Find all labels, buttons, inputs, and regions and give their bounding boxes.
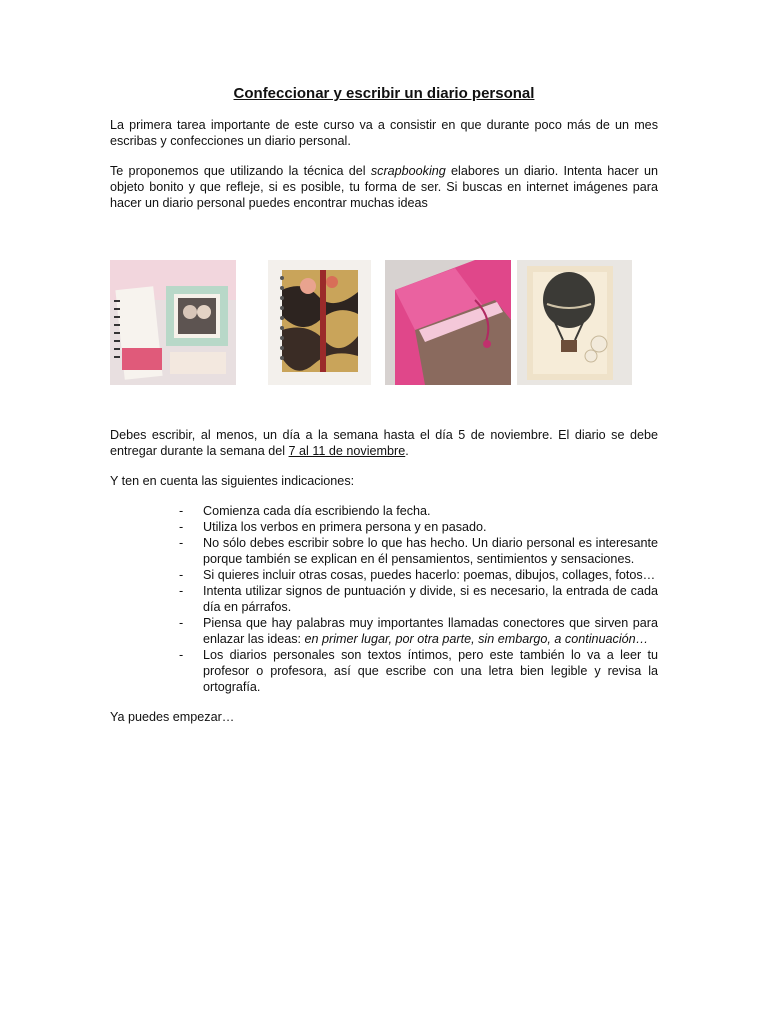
pink-fabric-journal-photo	[385, 260, 511, 385]
bullet-dash: -	[179, 616, 184, 630]
closing-line: Ya puedes empezar…	[110, 710, 235, 724]
deadline-paragraph	[110, 427, 658, 459]
scrapbooking-term: scrapbooking	[370, 164, 446, 178]
diary-photos-row	[110, 260, 658, 386]
document-title: Confeccionar y escribir un diario personal	[233, 85, 535, 102]
list-item-text: Comienza cada día escribiendo la fecha.	[203, 504, 431, 518]
intro2-text-before: Te proponemos que utilizando la técnica del	[110, 164, 371, 178]
list-item	[179, 519, 658, 535]
deadline-text-after: .	[405, 444, 409, 458]
list-item-text: Los diarios personales son textos íntimos, pero este también lo va a leer tu profesor o profesora, así que escribe con una letra bien legible y revisa la ortografía.	[203, 648, 658, 694]
floral-notebook-photo	[268, 260, 371, 385]
balloon-card-photo	[517, 260, 632, 385]
intro-paragraph: La primera tarea importante de este curso va a consistir en que durante poco más de un mes escribas y confecciones un diario personal.	[110, 118, 658, 148]
list-item	[179, 615, 658, 647]
list-item-text: Si quieres incluir otras cosas, puedes hacerlo: poemas, dibujos, collages, fotos…	[203, 568, 656, 582]
list-item	[179, 647, 658, 695]
document-page	[110, 84, 658, 739]
indications-list	[110, 503, 658, 695]
list-item-text: Piensa que hay palabras muy importantes llamadas conectores que sirven para enlazar las ideas:	[203, 616, 658, 646]
bullet-dash: -	[179, 584, 184, 598]
connectors-examples: en primer lugar, por otra parte, sin embargo, a continuación…	[304, 632, 649, 646]
list-item-text: Utiliza los verbos en primera persona y en pasado.	[203, 520, 487, 534]
bullet-dash: -	[179, 648, 184, 662]
deadline-text-before: Debes escribir, al menos, un día a la semana hasta el día 5 de noviembre. El diario se debe entregar durante la semana del	[110, 428, 658, 458]
intro2-text-after: elabores un diario. Intenta hacer un objeto bonito y que refleje, si es posible, tu forma de ser. Si buscas en internet imágenes para hacer un diario personal puedes encontrar muchas ideas	[110, 164, 658, 210]
bullet-dash: -	[179, 536, 184, 550]
list-item-text: Intenta utilizar signos de puntuación y divide, si es necesario, la entrada de cada día en párrafos.	[203, 584, 658, 614]
bullet-dash: -	[179, 520, 184, 534]
scrapbooking-paragraph	[110, 163, 658, 211]
deadline-dates: 7 al 11 de noviembre	[288, 444, 406, 458]
list-item	[179, 503, 658, 519]
list-item	[179, 567, 658, 583]
indications-intro: Y ten en cuenta las siguientes indicaciones:	[110, 474, 355, 488]
scrapbook-collage-photo	[110, 260, 236, 385]
list-item	[179, 583, 658, 615]
list-item-text: No sólo debes escribir sobre lo que has hecho. Un diario personal es interesante porque también se explican en él pensamientos, sentimientos y sensaciones.	[203, 536, 658, 566]
bullet-dash: -	[179, 504, 184, 518]
list-item	[179, 535, 658, 567]
bullet-dash: -	[179, 568, 184, 582]
